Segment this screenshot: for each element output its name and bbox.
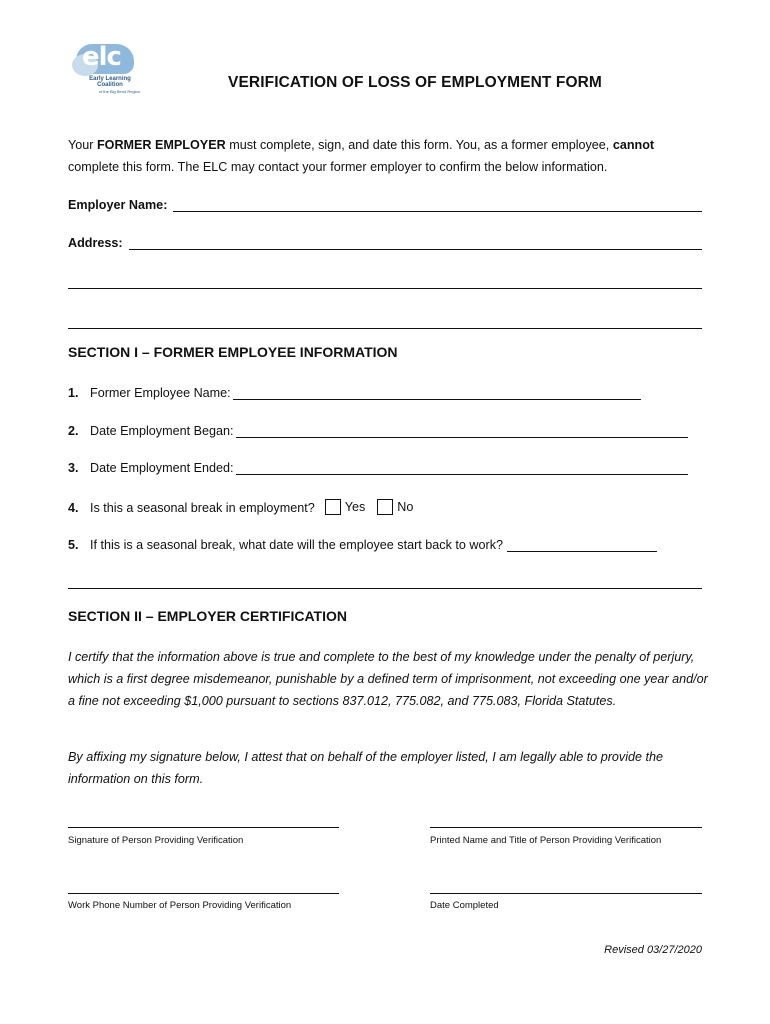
former-employee-name-label: Former Employee Name:	[90, 386, 231, 400]
former-employee-name-field[interactable]	[68, 386, 641, 400]
work-phone-line[interactable]	[68, 893, 339, 894]
seasonal-yes-label: Yes	[344, 500, 366, 514]
form-title: VERIFICATION OF LOSS OF EMPLOYMENT FORM	[228, 74, 602, 91]
seasonal-break-label: Is this a seasonal break in employment?	[90, 501, 315, 515]
item-number: 1.	[68, 386, 79, 400]
date-employment-began-label: Date Employment Began:	[90, 424, 234, 438]
section-divider	[68, 588, 702, 589]
date-completed-label: Date Completed	[430, 900, 499, 911]
return-date-field[interactable]	[68, 538, 657, 552]
item-number: 4.	[68, 501, 79, 515]
seasonal-yes-option[interactable]	[317, 499, 366, 515]
seasonal-no-checkbox[interactable]	[377, 499, 393, 515]
item-number: 3.	[68, 461, 79, 475]
printed-name-label: Printed Name and Title of Person Providing Verification	[430, 835, 662, 846]
work-phone-label: Work Phone Number of Person Providing Verification	[68, 900, 292, 911]
intro-paragraph	[68, 134, 708, 178]
seasonal-yes-checkbox[interactable]	[325, 499, 341, 515]
date-completed-line[interactable]	[430, 893, 702, 894]
seasonal-break-question	[68, 499, 413, 515]
employer-name-field[interactable]	[68, 198, 702, 212]
date-employment-ended-label: Date Employment Ended:	[90, 461, 234, 475]
section-2-heading: SECTION II – EMPLOYER CERTIFICATION	[68, 608, 347, 624]
printed-name-line[interactable]	[430, 827, 702, 828]
address-line-2[interactable]	[68, 288, 702, 289]
date-employment-began-line[interactable]	[236, 424, 688, 438]
item-number: 5.	[68, 538, 79, 552]
return-date-line[interactable]	[507, 538, 657, 552]
address-line-1[interactable]	[129, 236, 702, 250]
section-1-heading: SECTION I – FORMER EMPLOYEE INFORMATION	[68, 344, 398, 360]
former-employee-name-line[interactable]	[233, 386, 641, 400]
employer-name-line[interactable]	[173, 198, 702, 212]
intro-bold-former-employer: FORMER EMPLOYER	[96, 138, 226, 152]
signature-line[interactable]	[68, 827, 339, 828]
signature-label: Signature of Person Providing Verification	[68, 835, 244, 846]
attestation-statement: By affixing my signature below, I attest that on behalf of the employer listed, I am legally able to provide the information on this form.	[68, 750, 664, 786]
logo-tagline: Early Learning Coalition	[89, 76, 131, 88]
date-employment-began-field[interactable]	[68, 424, 688, 438]
address-label: Address:	[68, 236, 123, 250]
employer-name-label: Employer Name:	[68, 198, 168, 212]
address-line-3[interactable]	[68, 328, 702, 329]
intro-text-1: Your	[68, 138, 97, 152]
intro-bold-cannot: cannot	[612, 138, 655, 152]
revision-date: Revised 03/27/2020	[604, 944, 702, 956]
intro-text-3: complete this form. The ELC may contact your former employer to confirm the below information.	[68, 160, 608, 174]
date-employment-ended-line[interactable]	[236, 461, 688, 475]
seasonal-no-label: No	[397, 500, 414, 514]
intro-text-2: must complete, sign, and date this form. You, as a former employee,	[225, 138, 613, 152]
item-number: 2.	[68, 424, 79, 438]
certification-statement: I certify that the information above is true and complete to the best of my knowledge under the penalty of perjury, which is a first degree misdemeanor, punishable by a defined term of imprisonment, not exceeding one year and/or a fine not exceeding $1,000 pursuant to sections 837.012, 775.082, and 775.083, Florida Statutes.	[68, 650, 708, 708]
logo-subtagline: of the Big Bend Region	[98, 89, 140, 94]
logo-letters: elc	[82, 42, 121, 72]
address-field[interactable]	[68, 236, 702, 250]
seasonal-no-option[interactable]	[365, 499, 413, 515]
date-employment-ended-field[interactable]	[68, 461, 688, 475]
return-date-label: If this is a seasonal break, what date will the employee start back to work?	[90, 538, 503, 552]
